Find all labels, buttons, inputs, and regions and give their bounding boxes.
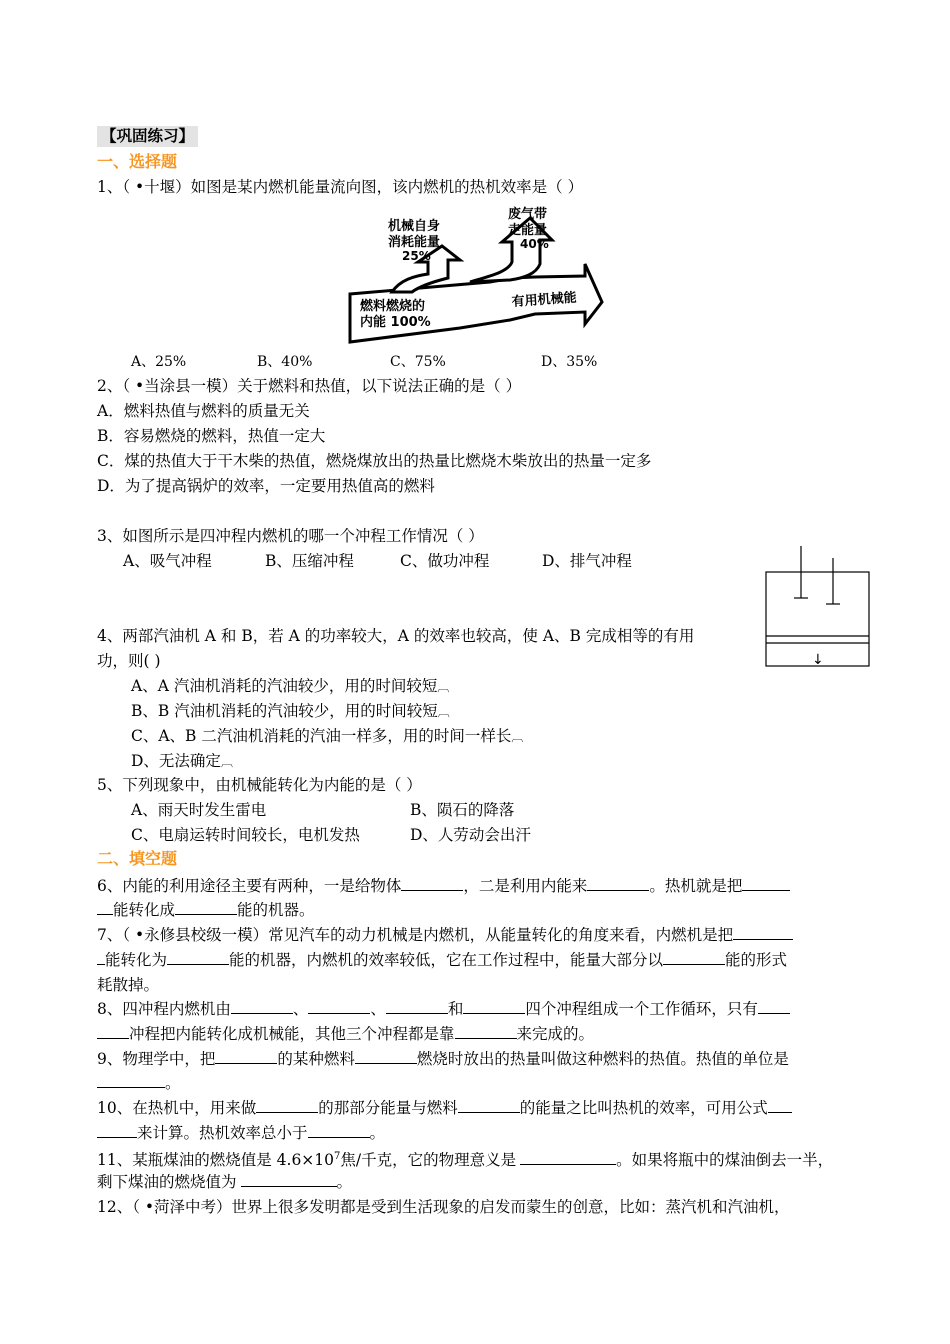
fig-waste-label-2: 走能量 xyxy=(508,223,548,238)
section-header: 【巩固练习】 xyxy=(97,126,198,147)
q9-blank-2[interactable] xyxy=(355,1049,417,1064)
q10-blank-1[interactable] xyxy=(256,1098,318,1113)
q7-line2 xyxy=(97,950,787,970)
q11-text-3: 。如果将瓶中的煤油倒去一半， xyxy=(616,1151,834,1170)
q10-text-5: 。 xyxy=(369,1124,386,1142)
q9-text-1: 9、物理学中，把 xyxy=(97,1050,216,1068)
q1-option-d[interactable]: D、35% xyxy=(541,354,598,370)
q7-text-1: 7、（ •永修县校级一模）常见汽车的动力机械是内燃机，从能量转化的角度来看，内燃机是把 xyxy=(97,926,734,944)
q9-blank-3[interactable] xyxy=(97,1073,165,1088)
q5-option-a[interactable]: A、雨天时发生雷电 xyxy=(131,801,267,819)
fig-self-pct: 25% xyxy=(402,249,431,263)
q6-text-1: 6、内能的利用途径主要有两种，一是给物体 xyxy=(97,877,402,895)
q9-text-2: 的某种燃料 xyxy=(277,1050,355,1068)
q6-blank-1[interactable] xyxy=(401,876,463,891)
q10-line1 xyxy=(97,1098,792,1118)
q8-line2 xyxy=(97,1024,594,1044)
q8-blank-4[interactable] xyxy=(463,999,525,1014)
q11-text-2: 焦/千克，它的物理意义是 xyxy=(340,1151,517,1170)
energy-flow-diagram xyxy=(340,202,610,347)
q8-text-4: 来完成的。 xyxy=(516,1025,595,1043)
q6-text-5: 能的机器。 xyxy=(237,901,315,919)
q11-text-5: 。 xyxy=(336,1173,353,1191)
q10-text-2: 的那部分能量与燃料 xyxy=(318,1099,458,1117)
q11-blank-1[interactable] xyxy=(520,1150,616,1165)
q11-line2 xyxy=(97,1172,352,1192)
q2-option-c[interactable]: C．煤的热值大于干木柴的热值，燃烧煤放出的热量比燃烧木柴放出的热量一定多 xyxy=(97,452,652,470)
q6-blank-3b[interactable] xyxy=(97,900,113,915)
q1-option-b[interactable]: B、40% xyxy=(257,354,313,370)
q6-text-4: 能转化成 xyxy=(113,901,176,919)
section-choice-title: 一、选择题 xyxy=(97,152,178,171)
q10-blank-3a[interactable] xyxy=(768,1098,792,1113)
q9-line1 xyxy=(97,1049,789,1069)
q7-text-3: 能的机器，内燃机的效率较低，它在工作过程中，能量大部分以 xyxy=(229,951,664,969)
q11-line1 xyxy=(97,1147,833,1170)
q7-text-2: 能转化为 xyxy=(105,951,168,969)
q6-line1 xyxy=(97,876,790,896)
q7-line1 xyxy=(97,925,793,945)
q10-blank-2[interactable] xyxy=(458,1098,520,1113)
q8-sep-2: 、 xyxy=(370,1000,386,1018)
q4-option-c-text: C、A、B 二汽油机消耗的汽油一样多，用的时间一样长 xyxy=(131,727,512,745)
fig-useful-label: 有用机械能 xyxy=(511,290,578,310)
q1-stem: 1、（ •十堰）如图是某内燃机能量流向图，该内燃机的热机效率是（ ） xyxy=(97,178,584,196)
q7-blank-2[interactable] xyxy=(167,950,229,965)
q10-text-3: 的能量之比叫热机的效率，可用公式 xyxy=(519,1099,768,1117)
q4-option-b[interactable]: B、B 汽油机消耗的汽油较少，用的时间较短︹ xyxy=(131,702,450,720)
q6-blank-4[interactable] xyxy=(175,900,237,915)
q9-blank-1[interactable] xyxy=(215,1049,277,1064)
q11-blank-2[interactable] xyxy=(241,1172,337,1187)
q2-stem: 2、（ •当涂县一模）关于燃料和热值，以下说法正确的是（ ） xyxy=(97,377,522,395)
q4-option-d[interactable]: D、无法确定︹ xyxy=(131,752,233,770)
section-fill-title: 二、填空题 xyxy=(97,849,178,868)
q10-blank-3b[interactable] xyxy=(97,1123,137,1138)
q7-line3: 耗散掉。 xyxy=(97,976,160,994)
q10-text-1: 10、在热机中，用来做 xyxy=(97,1099,257,1117)
q7-text-4: 能的形式 xyxy=(725,951,788,969)
q5-option-b[interactable]: B、陨石的降落 xyxy=(410,801,515,819)
q9-text-3: 燃烧时放出的热量叫做这种燃料的热值。热值的单位是 xyxy=(416,1050,789,1068)
q6-text-3: 。热机就是把 xyxy=(649,877,743,895)
q5-stem: 5、下列现象中，由机械能转化为内能的是（ ） xyxy=(97,776,422,794)
fig-self-label-2: 消耗能量 xyxy=(388,235,441,250)
fig-waste-pct: 40% xyxy=(520,237,549,251)
q10-blank-4[interactable] xyxy=(308,1123,370,1138)
q9-text-4: 。 xyxy=(165,1074,181,1092)
q8-and: 和 xyxy=(447,1000,464,1018)
q5-option-c[interactable]: C、电扇运转时间较长，电机发热 xyxy=(131,826,360,844)
q4-stem-line2: 功，则( ) xyxy=(97,652,161,670)
q3-stem: 3、如图所示是四冲程内燃机的哪一个冲程工作情况（ ） xyxy=(97,527,484,545)
q8-blank-2[interactable] xyxy=(308,999,370,1014)
fig-waste-label-1: 废气带 xyxy=(508,207,548,222)
q3-option-c[interactable]: C、做功冲程 xyxy=(400,552,490,570)
q8-text-2: 四个冲程组成一个工作循环，只有 xyxy=(525,1000,758,1018)
q3-option-b[interactable]: B、压缩冲程 xyxy=(265,552,354,570)
q5-option-d[interactable]: D、人劳动会出汗 xyxy=(410,826,531,844)
q8-line1 xyxy=(97,999,790,1019)
q8-text-1: 8、四冲程内燃机由 xyxy=(97,1000,231,1018)
q10-line2 xyxy=(97,1123,385,1143)
q4-option-d-text: D、无法确定 xyxy=(131,752,221,770)
fig-fuel-label-1: 燃料燃烧的 xyxy=(360,299,426,314)
q7-blank-1a[interactable] xyxy=(733,925,793,940)
q8-blank-3[interactable] xyxy=(386,999,448,1014)
q3-option-d[interactable]: D、排气冲程 xyxy=(542,552,632,570)
q1-option-c[interactable]: C、75% xyxy=(390,354,446,370)
q4-option-b-text: B、B 汽油机消耗的汽油较少，用的时间较短 xyxy=(131,702,438,720)
q11-text-1: 11、某瓶煤油的燃烧值是 4.6×10 xyxy=(97,1151,335,1170)
q8-blank-1[interactable] xyxy=(231,999,293,1014)
q6-blank-3a[interactable] xyxy=(742,876,790,891)
q11-text-4: 剩下煤油的燃烧值为 xyxy=(97,1173,237,1191)
q4-option-c[interactable]: C、A、B 二汽油机消耗的汽油一样多，用的时间一样长︹ xyxy=(131,727,524,745)
q7-blank-3[interactable] xyxy=(663,950,725,965)
q6-text-2: ，二是利用内能来 xyxy=(463,877,588,895)
q6-line2 xyxy=(97,900,315,920)
fig-fuel-label-2: 内能 100% xyxy=(360,315,431,330)
q1-option-a[interactable]: A、25% xyxy=(131,354,187,370)
q8-blank-5b[interactable] xyxy=(97,1024,129,1039)
q8-blank-5a[interactable] xyxy=(758,999,790,1014)
q9-line2 xyxy=(97,1073,181,1093)
piston-down-arrow: ↓ xyxy=(812,652,824,668)
q3-option-a[interactable]: A、吸气冲程 xyxy=(123,552,212,570)
q8-sep-1: 、 xyxy=(292,1000,309,1018)
q11-exponent: 7 xyxy=(334,1151,341,1162)
q4-option-a[interactable]: A、A 汽油机消耗的汽油较少，用的时间较短︹ xyxy=(131,677,450,695)
q2-option-a[interactable]: A．燃料热值与燃料的质量无关 xyxy=(97,402,310,420)
q4-option-a-text: A、A 汽油机消耗的汽油较少，用的时间较短 xyxy=(131,677,438,695)
q12-line1: 12、（ •菏泽中考）世界上很多发明都是受到生活现象的启发而蒙生的创意，比如：蒸汽机和汽油机， xyxy=(97,1198,790,1216)
fig-self-label-1: 机械自身 xyxy=(388,219,441,234)
q6-blank-2[interactable] xyxy=(587,876,649,891)
q2-option-b[interactable]: B．容易燃烧的燃料，热值一定大 xyxy=(97,427,326,445)
q2-option-d[interactable]: D．为了提高锅炉的效率，一定要用热值高的燃料 xyxy=(97,477,435,495)
q4-stem-line1: 4、两部汽油机 A 和 B，若 A 的功率较大，A 的效率也较高，使 A、B 完成相等的有用 xyxy=(97,627,695,645)
q7-blank-1b[interactable] xyxy=(97,950,105,965)
q8-text-3: 冲程把内能转化成机械能，其他三个冲程都是靠 xyxy=(129,1025,455,1043)
q10-text-4: 来计算。热机效率总小于 xyxy=(137,1124,308,1142)
engine-cylinder-diagram xyxy=(760,544,875,669)
q8-blank-6[interactable] xyxy=(455,1024,517,1039)
